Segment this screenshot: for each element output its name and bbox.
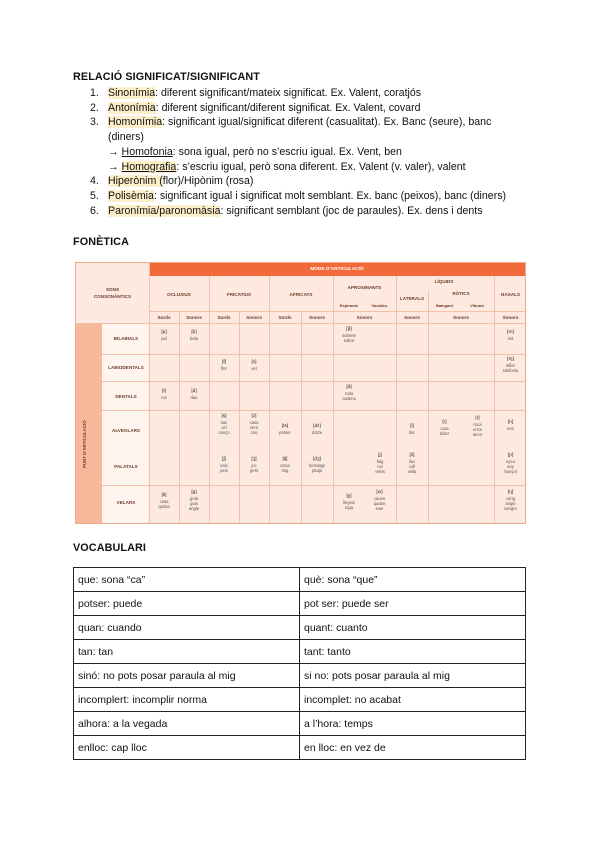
group-header: OCLUSIUS (167, 292, 191, 297)
phone-cell: [ð] roda cadena (342, 385, 356, 401)
list-item: 6. Paronímia/paronomàsia: significant semblant (joc de paraules). Ex. dens i dents (90, 204, 483, 217)
row-label: BILABIALS (113, 336, 139, 341)
phone-cell: [β] sobrete sobre (342, 327, 356, 343)
voicing-label: Sonors (404, 315, 420, 320)
vocabulary-table (73, 567, 526, 760)
table-cell: enlloc: cap lloc (74, 736, 300, 760)
table-row (74, 592, 526, 616)
list-item: 4. Hiperònim (flor)/Hipònim (rosa) (90, 175, 254, 188)
phone-cell: [k] casa quinta (158, 493, 170, 509)
group-header: RÒTICS (452, 291, 470, 296)
section-title-relacio: RELACIÓ SIGNIFICAT/SIGNIFICANT (73, 71, 260, 83)
table-row (74, 688, 526, 712)
phone-cell: [dʒ] formatge platja (308, 457, 326, 473)
table-cell: tan: tan (74, 640, 300, 664)
row-label: DENTALS (115, 394, 137, 399)
row-label: PALATALS (114, 464, 138, 469)
table-row (74, 568, 526, 592)
section-title-vocabulari: VOCABULARI (73, 542, 146, 554)
phone-cell: [d] dau (190, 389, 198, 400)
list-item: 5. Polisèmia: significant igual i significat molt semblant. Ex. banc (peixos), banc (diners) (90, 189, 507, 202)
group-header: NASALS (501, 292, 520, 297)
table-cell: a l’hora: temps (300, 712, 526, 736)
table-cell: tant: tanto (300, 640, 526, 664)
section-title-fonetica: FONÈTICA (73, 236, 129, 248)
phone-cell: [r] roca error amor (472, 416, 483, 437)
group-header: LATERALS (399, 296, 425, 301)
table-row (74, 640, 526, 664)
table-cell: pot ser: puede ser (300, 592, 526, 616)
phone-cell: [p] pal (161, 330, 167, 341)
table-row (74, 712, 526, 736)
table-cell: quant: cuanto (300, 616, 526, 640)
phone-cell: [t] roc (161, 389, 167, 400)
voicing-label: Sonors (186, 315, 202, 320)
table-row (74, 736, 526, 760)
list-item-continuation: (diners) (108, 131, 144, 144)
table-cell: que: sona “ca” (74, 568, 300, 592)
phone-cell: [ɾ] cara dolor (439, 420, 450, 436)
phone-cell: [ts] potser (279, 424, 291, 435)
voicing-label: Sords (278, 315, 292, 320)
voicing-label: Sonors (309, 315, 325, 320)
row-label: VELARS (116, 500, 136, 505)
phone-cell: [dz] dotze (311, 424, 323, 435)
point-sidebar (76, 323, 102, 523)
subgroup-header: Vibrant (470, 303, 484, 308)
voicing-label: Sords (157, 315, 171, 320)
voicing-label: Sords (217, 315, 231, 320)
phone-cell: [v] vel (251, 360, 257, 371)
subgroup-header: Bategant (435, 303, 454, 308)
table-cell: incomplert: incomplir norma (74, 688, 300, 712)
list-item: 3. Homonímia: significant igual/significat diferent (casualitat). Ex. Banc (seure), banc (90, 116, 492, 129)
table-cell: potser: puede (74, 592, 300, 616)
table-cell: en lloc: en vez de (300, 736, 526, 760)
phone-cell: [j] faig noi veles (375, 453, 385, 474)
table-cell: sinó: no pots posar paraula al mig (74, 664, 300, 688)
phone-cell: [f] flor (221, 360, 227, 371)
phone-cell: [ʎ] lluc coll vella (407, 453, 417, 474)
mode-header: MODE D'ARTICULACIÓ (149, 263, 525, 276)
phone-cell: [ʒ] joc gest (250, 457, 258, 473)
voicing-label: Sonors (453, 315, 469, 320)
phone-cell: [l] lloc (408, 424, 416, 435)
corner-label-1: SONS (105, 287, 120, 292)
phone-cell: [s] sac cel canço (218, 414, 230, 435)
list-item: 1. Sinonímia: diferent significant/mateix significat. Ex. Valent, coratjós (90, 87, 422, 99)
table-row (74, 616, 526, 640)
voicing-label: Sonors (246, 315, 262, 320)
table-cell: alhora: a la vegada (74, 712, 300, 736)
table-row (74, 664, 526, 688)
phone-cell: [tʃ] cotxe mig (279, 457, 290, 473)
group-header: APROXIMANTS (347, 285, 382, 290)
voicing-label: Sonors (356, 315, 373, 320)
corner-label-2: CONSONÀNTICS (93, 294, 132, 299)
table-cell: quan: cuando (74, 616, 300, 640)
row-label-column (102, 323, 148, 523)
phone-cell: [w] cauen quatre ewe (373, 490, 386, 511)
phone-cell: [ʃ] xalo peix (220, 457, 228, 473)
subgroup-header: Vocàlics (371, 303, 388, 308)
phone-cell: [ɱ] inflar simfonia (502, 357, 519, 373)
phone-cell: [b] bala (190, 330, 198, 341)
phone-cell: [z] casa zero zoo (249, 414, 259, 435)
sub-item-homofonia: → Homofonia: sona igual, però no s’escriu igual. Ex. Vent, ben (108, 145, 402, 158)
sub-item-homografia: → Homografia: s’escriu igual, però sona diferent. Ex. Valent (v. valer), valent (108, 160, 466, 173)
phone-cell: [ɣ] llegeix toga (343, 494, 355, 510)
point-label: PUNT D'ARTICULACIÓ (82, 420, 87, 468)
list-item: 2. Antonímia: diferent significant/diferent significat. Ex. Valent, covard (90, 101, 421, 114)
phone-cell: [ɲ] nyeu any bunyol (504, 453, 517, 474)
phone-cell: [m] mà (507, 330, 514, 341)
phone-cell: [g] gota guix angle (188, 490, 200, 511)
row-label: LABIODENTALS (108, 365, 144, 370)
voicing-label: Sonors (502, 315, 519, 320)
phone-cell: [ŋ] cong angle sangre (504, 490, 517, 511)
group-header: FRICATIUS (226, 292, 252, 297)
table-cell: si no: pots posar paraula al mig (300, 664, 526, 688)
phonetics-table (75, 262, 526, 524)
table-cell: incomplet: no acabat (300, 688, 526, 712)
table-cell: què: sona “que” (300, 568, 526, 592)
relacio-list (90, 86, 550, 218)
group-header: AFRICATS (289, 292, 313, 297)
subgroup-header: Espirants (339, 303, 359, 308)
row-label: ALVEOLARS (112, 428, 140, 433)
group-header: LÍQUIDS (434, 279, 454, 284)
phone-cell: [n] nen (507, 420, 514, 431)
